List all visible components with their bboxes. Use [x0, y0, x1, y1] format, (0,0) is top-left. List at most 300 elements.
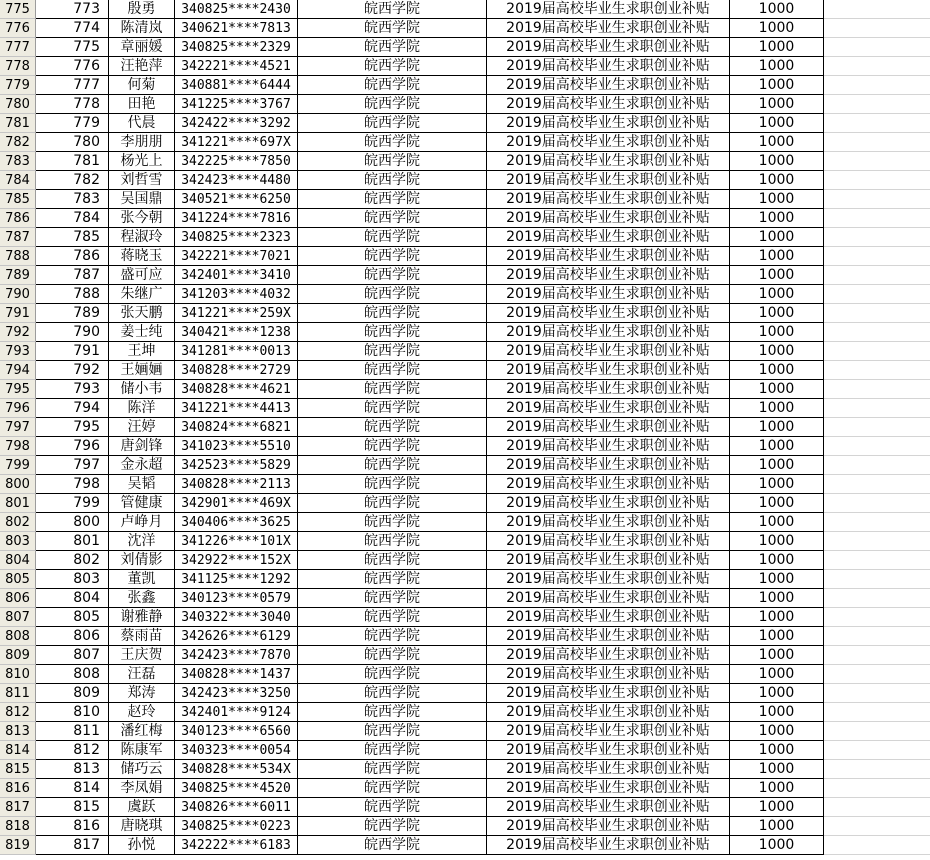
- cell-school[interactable]: 皖西学院: [298, 741, 487, 760]
- cell-empty[interactable]: [824, 437, 930, 456]
- cell-school[interactable]: 皖西学院: [298, 114, 487, 133]
- cell-school[interactable]: 皖西学院: [298, 57, 487, 76]
- cell-amount[interactable]: 1000: [730, 589, 824, 608]
- cell-school[interactable]: 皖西学院: [298, 513, 487, 532]
- cell-empty[interactable]: [824, 228, 930, 247]
- row-header[interactable]: 798: [0, 437, 36, 456]
- cell-seq[interactable]: 800: [36, 513, 109, 532]
- cell-seq[interactable]: 780: [36, 133, 109, 152]
- row-header[interactable]: 792: [0, 323, 36, 342]
- cell-amount[interactable]: 1000: [730, 779, 824, 798]
- cell-empty[interactable]: [824, 665, 930, 684]
- row-header[interactable]: 776: [0, 19, 36, 38]
- row-header[interactable]: 778: [0, 57, 36, 76]
- cell-name[interactable]: 章丽媛: [109, 38, 175, 57]
- cell-id-number[interactable]: 341203****4032: [175, 285, 298, 304]
- cell-subsidy-item[interactable]: 2019届高校毕业生求职创业补贴: [487, 304, 730, 323]
- cell-empty[interactable]: [824, 608, 930, 627]
- cell-id-number[interactable]: 342401****9124: [175, 703, 298, 722]
- row-header[interactable]: 785: [0, 190, 36, 209]
- cell-subsidy-item[interactable]: 2019届高校毕业生求职创业补贴: [487, 437, 730, 456]
- cell-seq[interactable]: 812: [36, 741, 109, 760]
- cell-id-number[interactable]: 342225****7850: [175, 152, 298, 171]
- cell-subsidy-item[interactable]: 2019届高校毕业生求职创业补贴: [487, 38, 730, 57]
- cell-subsidy-item[interactable]: 2019届高校毕业生求职创业补贴: [487, 247, 730, 266]
- cell-name[interactable]: 张今朝: [109, 209, 175, 228]
- cell-id-number[interactable]: 340828****2113: [175, 475, 298, 494]
- cell-subsidy-item[interactable]: 2019届高校毕业生求职创业补贴: [487, 684, 730, 703]
- cell-empty[interactable]: [824, 133, 930, 152]
- cell-amount[interactable]: 1000: [730, 836, 824, 855]
- cell-name[interactable]: 蒋晓玉: [109, 247, 175, 266]
- cell-empty[interactable]: [824, 304, 930, 323]
- cell-name[interactable]: 汪艳萍: [109, 57, 175, 76]
- row-header[interactable]: 812: [0, 703, 36, 722]
- cell-subsidy-item[interactable]: 2019届高校毕业生求职创业补贴: [487, 798, 730, 817]
- cell-seq[interactable]: 801: [36, 532, 109, 551]
- cell-name[interactable]: 唐晓琪: [109, 817, 175, 836]
- cell-subsidy-item[interactable]: 2019届高校毕业生求职创业补贴: [487, 418, 730, 437]
- cell-seq[interactable]: 807: [36, 646, 109, 665]
- cell-name[interactable]: 虞跃: [109, 798, 175, 817]
- cell-empty[interactable]: [824, 57, 930, 76]
- cell-school[interactable]: 皖西学院: [298, 570, 487, 589]
- cell-empty[interactable]: [824, 152, 930, 171]
- cell-subsidy-item[interactable]: 2019届高校毕业生求职创业补贴: [487, 836, 730, 855]
- cell-empty[interactable]: [824, 836, 930, 855]
- cell-seq[interactable]: 809: [36, 684, 109, 703]
- cell-school[interactable]: 皖西学院: [298, 399, 487, 418]
- cell-school[interactable]: 皖西学院: [298, 285, 487, 304]
- cell-subsidy-item[interactable]: 2019届高校毕业生求职创业补贴: [487, 171, 730, 190]
- cell-amount[interactable]: 1000: [730, 627, 824, 646]
- cell-empty[interactable]: [824, 532, 930, 551]
- cell-amount[interactable]: 1000: [730, 494, 824, 513]
- cell-amount[interactable]: 1000: [730, 285, 824, 304]
- cell-id-number[interactable]: 340828****4621: [175, 380, 298, 399]
- cell-amount[interactable]: 1000: [730, 133, 824, 152]
- cell-seq[interactable]: 784: [36, 209, 109, 228]
- cell-name[interactable]: 代晨: [109, 114, 175, 133]
- cell-school[interactable]: 皖西学院: [298, 722, 487, 741]
- cell-amount[interactable]: 1000: [730, 190, 824, 209]
- cell-seq[interactable]: 789: [36, 304, 109, 323]
- cell-id-number[interactable]: 340322****3040: [175, 608, 298, 627]
- cell-seq[interactable]: 795: [36, 418, 109, 437]
- cell-name[interactable]: 孙悦: [109, 836, 175, 855]
- cell-empty[interactable]: [824, 551, 930, 570]
- cell-id-number[interactable]: 342901****469X: [175, 494, 298, 513]
- cell-name[interactable]: 张天鹏: [109, 304, 175, 323]
- cell-empty[interactable]: [824, 361, 930, 380]
- cell-empty[interactable]: [824, 114, 930, 133]
- cell-name[interactable]: 吴韬: [109, 475, 175, 494]
- cell-seq[interactable]: 794: [36, 399, 109, 418]
- cell-id-number[interactable]: 341225****3767: [175, 95, 298, 114]
- cell-seq[interactable]: 788: [36, 285, 109, 304]
- cell-name[interactable]: 李朋朋: [109, 133, 175, 152]
- cell-amount[interactable]: 1000: [730, 114, 824, 133]
- cell-school[interactable]: 皖西学院: [298, 532, 487, 551]
- cell-seq[interactable]: 805: [36, 608, 109, 627]
- cell-amount[interactable]: 1000: [730, 722, 824, 741]
- cell-amount[interactable]: 1000: [730, 798, 824, 817]
- cell-name[interactable]: 何菊: [109, 76, 175, 95]
- cell-school[interactable]: 皖西学院: [298, 589, 487, 608]
- cell-id-number[interactable]: 341221****4413: [175, 399, 298, 418]
- cell-name[interactable]: 吴国鼎: [109, 190, 175, 209]
- cell-school[interactable]: 皖西学院: [298, 38, 487, 57]
- row-header[interactable]: 788: [0, 247, 36, 266]
- cell-subsidy-item[interactable]: 2019届高校毕业生求职创业补贴: [487, 209, 730, 228]
- cell-school[interactable]: 皖西学院: [298, 190, 487, 209]
- cell-subsidy-item[interactable]: 2019届高校毕业生求职创业补贴: [487, 779, 730, 798]
- cell-seq[interactable]: 778: [36, 95, 109, 114]
- cell-id-number[interactable]: 341221****697X: [175, 133, 298, 152]
- cell-name[interactable]: 沈洋: [109, 532, 175, 551]
- cell-subsidy-item[interactable]: 2019届高校毕业生求职创业补贴: [487, 323, 730, 342]
- row-header[interactable]: 787: [0, 228, 36, 247]
- cell-amount[interactable]: 1000: [730, 57, 824, 76]
- row-header[interactable]: 791: [0, 304, 36, 323]
- cell-subsidy-item[interactable]: 2019届高校毕业生求职创业补贴: [487, 589, 730, 608]
- row-header[interactable]: 783: [0, 152, 36, 171]
- cell-id-number[interactable]: 340323****0054: [175, 741, 298, 760]
- row-header[interactable]: 818: [0, 817, 36, 836]
- cell-school[interactable]: 皖西学院: [298, 437, 487, 456]
- cell-school[interactable]: 皖西学院: [298, 703, 487, 722]
- cell-amount[interactable]: 1000: [730, 380, 824, 399]
- cell-amount[interactable]: 1000: [730, 171, 824, 190]
- cell-id-number[interactable]: 342221****7021: [175, 247, 298, 266]
- row-header[interactable]: 804: [0, 551, 36, 570]
- cell-seq[interactable]: 798: [36, 475, 109, 494]
- cell-empty[interactable]: [824, 798, 930, 817]
- cell-subsidy-item[interactable]: 2019届高校毕业生求职创业补贴: [487, 570, 730, 589]
- cell-id-number[interactable]: 340521****6250: [175, 190, 298, 209]
- cell-school[interactable]: 皖西学院: [298, 665, 487, 684]
- cell-subsidy-item[interactable]: 2019届高校毕业生求职创业补贴: [487, 380, 730, 399]
- cell-subsidy-item[interactable]: 2019届高校毕业生求职创业补贴: [487, 19, 730, 38]
- cell-school[interactable]: 皖西学院: [298, 836, 487, 855]
- cell-id-number[interactable]: 340825****2323: [175, 228, 298, 247]
- row-header[interactable]: 801: [0, 494, 36, 513]
- cell-id-number[interactable]: 340828****1437: [175, 665, 298, 684]
- cell-id-number[interactable]: 342626****6129: [175, 627, 298, 646]
- cell-subsidy-item[interactable]: 2019届高校毕业生求职创业补贴: [487, 114, 730, 133]
- row-header[interactable]: 777: [0, 38, 36, 57]
- cell-empty[interactable]: [824, 475, 930, 494]
- cell-seq[interactable]: 790: [36, 323, 109, 342]
- cell-id-number[interactable]: 341281****0013: [175, 342, 298, 361]
- cell-school[interactable]: 皖西学院: [298, 133, 487, 152]
- cell-name[interactable]: 赵玲: [109, 703, 175, 722]
- cell-seq[interactable]: 774: [36, 19, 109, 38]
- cell-seq[interactable]: 803: [36, 570, 109, 589]
- cell-school[interactable]: 皖西学院: [298, 779, 487, 798]
- cell-empty[interactable]: [824, 456, 930, 475]
- cell-seq[interactable]: 777: [36, 76, 109, 95]
- cell-empty[interactable]: [824, 95, 930, 114]
- cell-school[interactable]: 皖西学院: [298, 380, 487, 399]
- cell-empty[interactable]: [824, 247, 930, 266]
- row-header[interactable]: 793: [0, 342, 36, 361]
- cell-school[interactable]: 皖西学院: [298, 608, 487, 627]
- cell-name[interactable]: 汪磊: [109, 665, 175, 684]
- cell-school[interactable]: 皖西学院: [298, 361, 487, 380]
- row-header[interactable]: 794: [0, 361, 36, 380]
- cell-amount[interactable]: 1000: [730, 418, 824, 437]
- cell-name[interactable]: 张鑫: [109, 589, 175, 608]
- cell-school[interactable]: 皖西学院: [298, 247, 487, 266]
- row-header[interactable]: 786: [0, 209, 36, 228]
- cell-school[interactable]: 皖西学院: [298, 798, 487, 817]
- cell-name[interactable]: 谢雅静: [109, 608, 175, 627]
- cell-id-number[interactable]: 342222****6183: [175, 836, 298, 855]
- cell-name[interactable]: 卢峥月: [109, 513, 175, 532]
- cell-school[interactable]: 皖西学院: [298, 152, 487, 171]
- cell-name[interactable]: 蔡雨苗: [109, 627, 175, 646]
- cell-subsidy-item[interactable]: 2019届高校毕业生求职创业补贴: [487, 532, 730, 551]
- cell-school[interactable]: 皖西学院: [298, 817, 487, 836]
- cell-amount[interactable]: 1000: [730, 0, 824, 19]
- row-header[interactable]: 795: [0, 380, 36, 399]
- cell-subsidy-item[interactable]: 2019届高校毕业生求职创业补贴: [487, 285, 730, 304]
- cell-empty[interactable]: [824, 589, 930, 608]
- cell-empty[interactable]: [824, 171, 930, 190]
- row-header[interactable]: 797: [0, 418, 36, 437]
- cell-id-number[interactable]: 340828****534X: [175, 760, 298, 779]
- cell-school[interactable]: 皖西学院: [298, 684, 487, 703]
- cell-empty[interactable]: [824, 323, 930, 342]
- row-header[interactable]: 816: [0, 779, 36, 798]
- cell-school[interactable]: 皖西学院: [298, 323, 487, 342]
- row-header[interactable]: 782: [0, 133, 36, 152]
- cell-id-number[interactable]: 341023****5510: [175, 437, 298, 456]
- cell-subsidy-item[interactable]: 2019届高校毕业生求职创业补贴: [487, 513, 730, 532]
- cell-name[interactable]: 田艳: [109, 95, 175, 114]
- cell-subsidy-item[interactable]: 2019届高校毕业生求职创业补贴: [487, 665, 730, 684]
- cell-amount[interactable]: 1000: [730, 95, 824, 114]
- cell-subsidy-item[interactable]: 2019届高校毕业生求职创业补贴: [487, 76, 730, 95]
- cell-seq[interactable]: 783: [36, 190, 109, 209]
- cell-seq[interactable]: 775: [36, 38, 109, 57]
- cell-empty[interactable]: [824, 741, 930, 760]
- cell-empty[interactable]: [824, 627, 930, 646]
- cell-amount[interactable]: 1000: [730, 38, 824, 57]
- cell-seq[interactable]: 776: [36, 57, 109, 76]
- cell-id-number[interactable]: 341224****7816: [175, 209, 298, 228]
- cell-id-number[interactable]: 341125****1292: [175, 570, 298, 589]
- row-header[interactable]: 811: [0, 684, 36, 703]
- cell-seq[interactable]: 814: [36, 779, 109, 798]
- cell-subsidy-item[interactable]: 2019届高校毕业生求职创业补贴: [487, 57, 730, 76]
- cell-school[interactable]: 皖西学院: [298, 646, 487, 665]
- cell-name[interactable]: 陈洋: [109, 399, 175, 418]
- cell-empty[interactable]: [824, 646, 930, 665]
- row-header[interactable]: 810: [0, 665, 36, 684]
- cell-amount[interactable]: 1000: [730, 646, 824, 665]
- cell-amount[interactable]: 1000: [730, 513, 824, 532]
- cell-amount[interactable]: 1000: [730, 741, 824, 760]
- cell-id-number[interactable]: 342401****3410: [175, 266, 298, 285]
- cell-empty[interactable]: [824, 38, 930, 57]
- cell-id-number[interactable]: 340828****2729: [175, 361, 298, 380]
- cell-school[interactable]: 皖西学院: [298, 342, 487, 361]
- cell-seq[interactable]: 797: [36, 456, 109, 475]
- cell-subsidy-item[interactable]: 2019届高校毕业生求职创业补贴: [487, 551, 730, 570]
- cell-empty[interactable]: [824, 399, 930, 418]
- cell-empty[interactable]: [824, 19, 930, 38]
- cell-id-number[interactable]: 342423****3250: [175, 684, 298, 703]
- cell-seq[interactable]: 785: [36, 228, 109, 247]
- cell-subsidy-item[interactable]: 2019届高校毕业生求职创业补贴: [487, 361, 730, 380]
- row-header[interactable]: 806: [0, 589, 36, 608]
- cell-seq[interactable]: 815: [36, 798, 109, 817]
- cell-subsidy-item[interactable]: 2019届高校毕业生求职创业补贴: [487, 342, 730, 361]
- cell-seq[interactable]: 787: [36, 266, 109, 285]
- cell-id-number[interactable]: 340825****4520: [175, 779, 298, 798]
- cell-amount[interactable]: 1000: [730, 608, 824, 627]
- cell-empty[interactable]: [824, 418, 930, 437]
- cell-name[interactable]: 李凤娟: [109, 779, 175, 798]
- cell-subsidy-item[interactable]: 2019届高校毕业生求职创业补贴: [487, 722, 730, 741]
- cell-name[interactable]: 殷勇: [109, 0, 175, 19]
- cell-empty[interactable]: [824, 684, 930, 703]
- cell-school[interactable]: 皖西学院: [298, 304, 487, 323]
- cell-empty[interactable]: [824, 722, 930, 741]
- cell-school[interactable]: 皖西学院: [298, 19, 487, 38]
- cell-id-number[interactable]: 341221****259X: [175, 304, 298, 323]
- cell-name[interactable]: 程淑玲: [109, 228, 175, 247]
- cell-name[interactable]: 王庆贺: [109, 646, 175, 665]
- cell-empty[interactable]: [824, 817, 930, 836]
- cell-seq[interactable]: 804: [36, 589, 109, 608]
- cell-seq[interactable]: 779: [36, 114, 109, 133]
- cell-amount[interactable]: 1000: [730, 342, 824, 361]
- cell-name[interactable]: 陈清岚: [109, 19, 175, 38]
- cell-school[interactable]: 皖西学院: [298, 456, 487, 475]
- cell-seq[interactable]: 811: [36, 722, 109, 741]
- row-header[interactable]: 799: [0, 456, 36, 475]
- cell-seq[interactable]: 816: [36, 817, 109, 836]
- row-header[interactable]: 813: [0, 722, 36, 741]
- row-header[interactable]: 815: [0, 760, 36, 779]
- row-header[interactable]: 775: [0, 0, 36, 19]
- cell-amount[interactable]: 1000: [730, 703, 824, 722]
- cell-subsidy-item[interactable]: 2019届高校毕业生求职创业补贴: [487, 266, 730, 285]
- cell-id-number[interactable]: 342523****5829: [175, 456, 298, 475]
- cell-empty[interactable]: [824, 209, 930, 228]
- cell-empty[interactable]: [824, 703, 930, 722]
- cell-subsidy-item[interactable]: 2019届高校毕业生求职创业补贴: [487, 741, 730, 760]
- cell-subsidy-item[interactable]: 2019届高校毕业生求职创业补贴: [487, 703, 730, 722]
- cell-id-number[interactable]: 342922****152X: [175, 551, 298, 570]
- cell-name[interactable]: 潘红梅: [109, 722, 175, 741]
- row-header[interactable]: 781: [0, 114, 36, 133]
- cell-amount[interactable]: 1000: [730, 760, 824, 779]
- cell-amount[interactable]: 1000: [730, 209, 824, 228]
- cell-empty[interactable]: [824, 494, 930, 513]
- cell-school[interactable]: 皖西学院: [298, 0, 487, 19]
- row-header[interactable]: 780: [0, 95, 36, 114]
- cell-empty[interactable]: [824, 266, 930, 285]
- cell-subsidy-item[interactable]: 2019届高校毕业生求职创业补贴: [487, 0, 730, 19]
- cell-id-number[interactable]: 342423****7870: [175, 646, 298, 665]
- cell-seq[interactable]: 792: [36, 361, 109, 380]
- cell-id-number[interactable]: 341226****101X: [175, 532, 298, 551]
- cell-subsidy-item[interactable]: 2019届高校毕业生求职创业补贴: [487, 817, 730, 836]
- cell-amount[interactable]: 1000: [730, 266, 824, 285]
- cell-id-number[interactable]: 340825****2329: [175, 38, 298, 57]
- cell-school[interactable]: 皖西学院: [298, 95, 487, 114]
- cell-subsidy-item[interactable]: 2019届高校毕业生求职创业补贴: [487, 399, 730, 418]
- row-header[interactable]: 784: [0, 171, 36, 190]
- row-header[interactable]: 817: [0, 798, 36, 817]
- cell-amount[interactable]: 1000: [730, 361, 824, 380]
- cell-id-number[interactable]: 340825****2430: [175, 0, 298, 19]
- cell-empty[interactable]: [824, 779, 930, 798]
- cell-name[interactable]: 陈康军: [109, 741, 175, 760]
- cell-subsidy-item[interactable]: 2019届高校毕业生求职创业补贴: [487, 133, 730, 152]
- cell-name[interactable]: 盛可应: [109, 266, 175, 285]
- cell-seq[interactable]: 810: [36, 703, 109, 722]
- row-header[interactable]: 803: [0, 532, 36, 551]
- cell-empty[interactable]: [824, 342, 930, 361]
- cell-seq[interactable]: 791: [36, 342, 109, 361]
- cell-school[interactable]: 皖西学院: [298, 171, 487, 190]
- cell-subsidy-item[interactable]: 2019届高校毕业生求职创业补贴: [487, 608, 730, 627]
- cell-empty[interactable]: [824, 380, 930, 399]
- cell-id-number[interactable]: 340123****0579: [175, 589, 298, 608]
- row-header[interactable]: 814: [0, 741, 36, 760]
- cell-subsidy-item[interactable]: 2019届高校毕业生求职创业补贴: [487, 95, 730, 114]
- cell-id-number[interactable]: 340881****6444: [175, 76, 298, 95]
- cell-amount[interactable]: 1000: [730, 684, 824, 703]
- cell-amount[interactable]: 1000: [730, 247, 824, 266]
- row-header[interactable]: 789: [0, 266, 36, 285]
- cell-amount[interactable]: 1000: [730, 304, 824, 323]
- cell-amount[interactable]: 1000: [730, 570, 824, 589]
- cell-amount[interactable]: 1000: [730, 323, 824, 342]
- cell-subsidy-item[interactable]: 2019届高校毕业生求职创业补贴: [487, 190, 730, 209]
- row-header[interactable]: 802: [0, 513, 36, 532]
- cell-name[interactable]: 管健康: [109, 494, 175, 513]
- cell-school[interactable]: 皖西学院: [298, 475, 487, 494]
- cell-subsidy-item[interactable]: 2019届高校毕业生求职创业补贴: [487, 494, 730, 513]
- cell-amount[interactable]: 1000: [730, 475, 824, 494]
- cell-name[interactable]: 董凯: [109, 570, 175, 589]
- row-header[interactable]: 796: [0, 399, 36, 418]
- cell-name[interactable]: 汪婷: [109, 418, 175, 437]
- cell-seq[interactable]: 799: [36, 494, 109, 513]
- cell-subsidy-item[interactable]: 2019届高校毕业生求职创业补贴: [487, 456, 730, 475]
- cell-subsidy-item[interactable]: 2019届高校毕业生求职创业补贴: [487, 760, 730, 779]
- cell-amount[interactable]: 1000: [730, 817, 824, 836]
- cell-seq[interactable]: 781: [36, 152, 109, 171]
- cell-name[interactable]: 郑涛: [109, 684, 175, 703]
- cell-school[interactable]: 皖西学院: [298, 266, 487, 285]
- cell-id-number[interactable]: 340825****0223: [175, 817, 298, 836]
- cell-amount[interactable]: 1000: [730, 76, 824, 95]
- cell-amount[interactable]: 1000: [730, 152, 824, 171]
- cell-subsidy-item[interactable]: 2019届高校毕业生求职创业补贴: [487, 646, 730, 665]
- cell-seq[interactable]: 782: [36, 171, 109, 190]
- row-header[interactable]: 807: [0, 608, 36, 627]
- cell-empty[interactable]: [824, 190, 930, 209]
- cell-school[interactable]: 皖西学院: [298, 418, 487, 437]
- cell-name[interactable]: 储小韦: [109, 380, 175, 399]
